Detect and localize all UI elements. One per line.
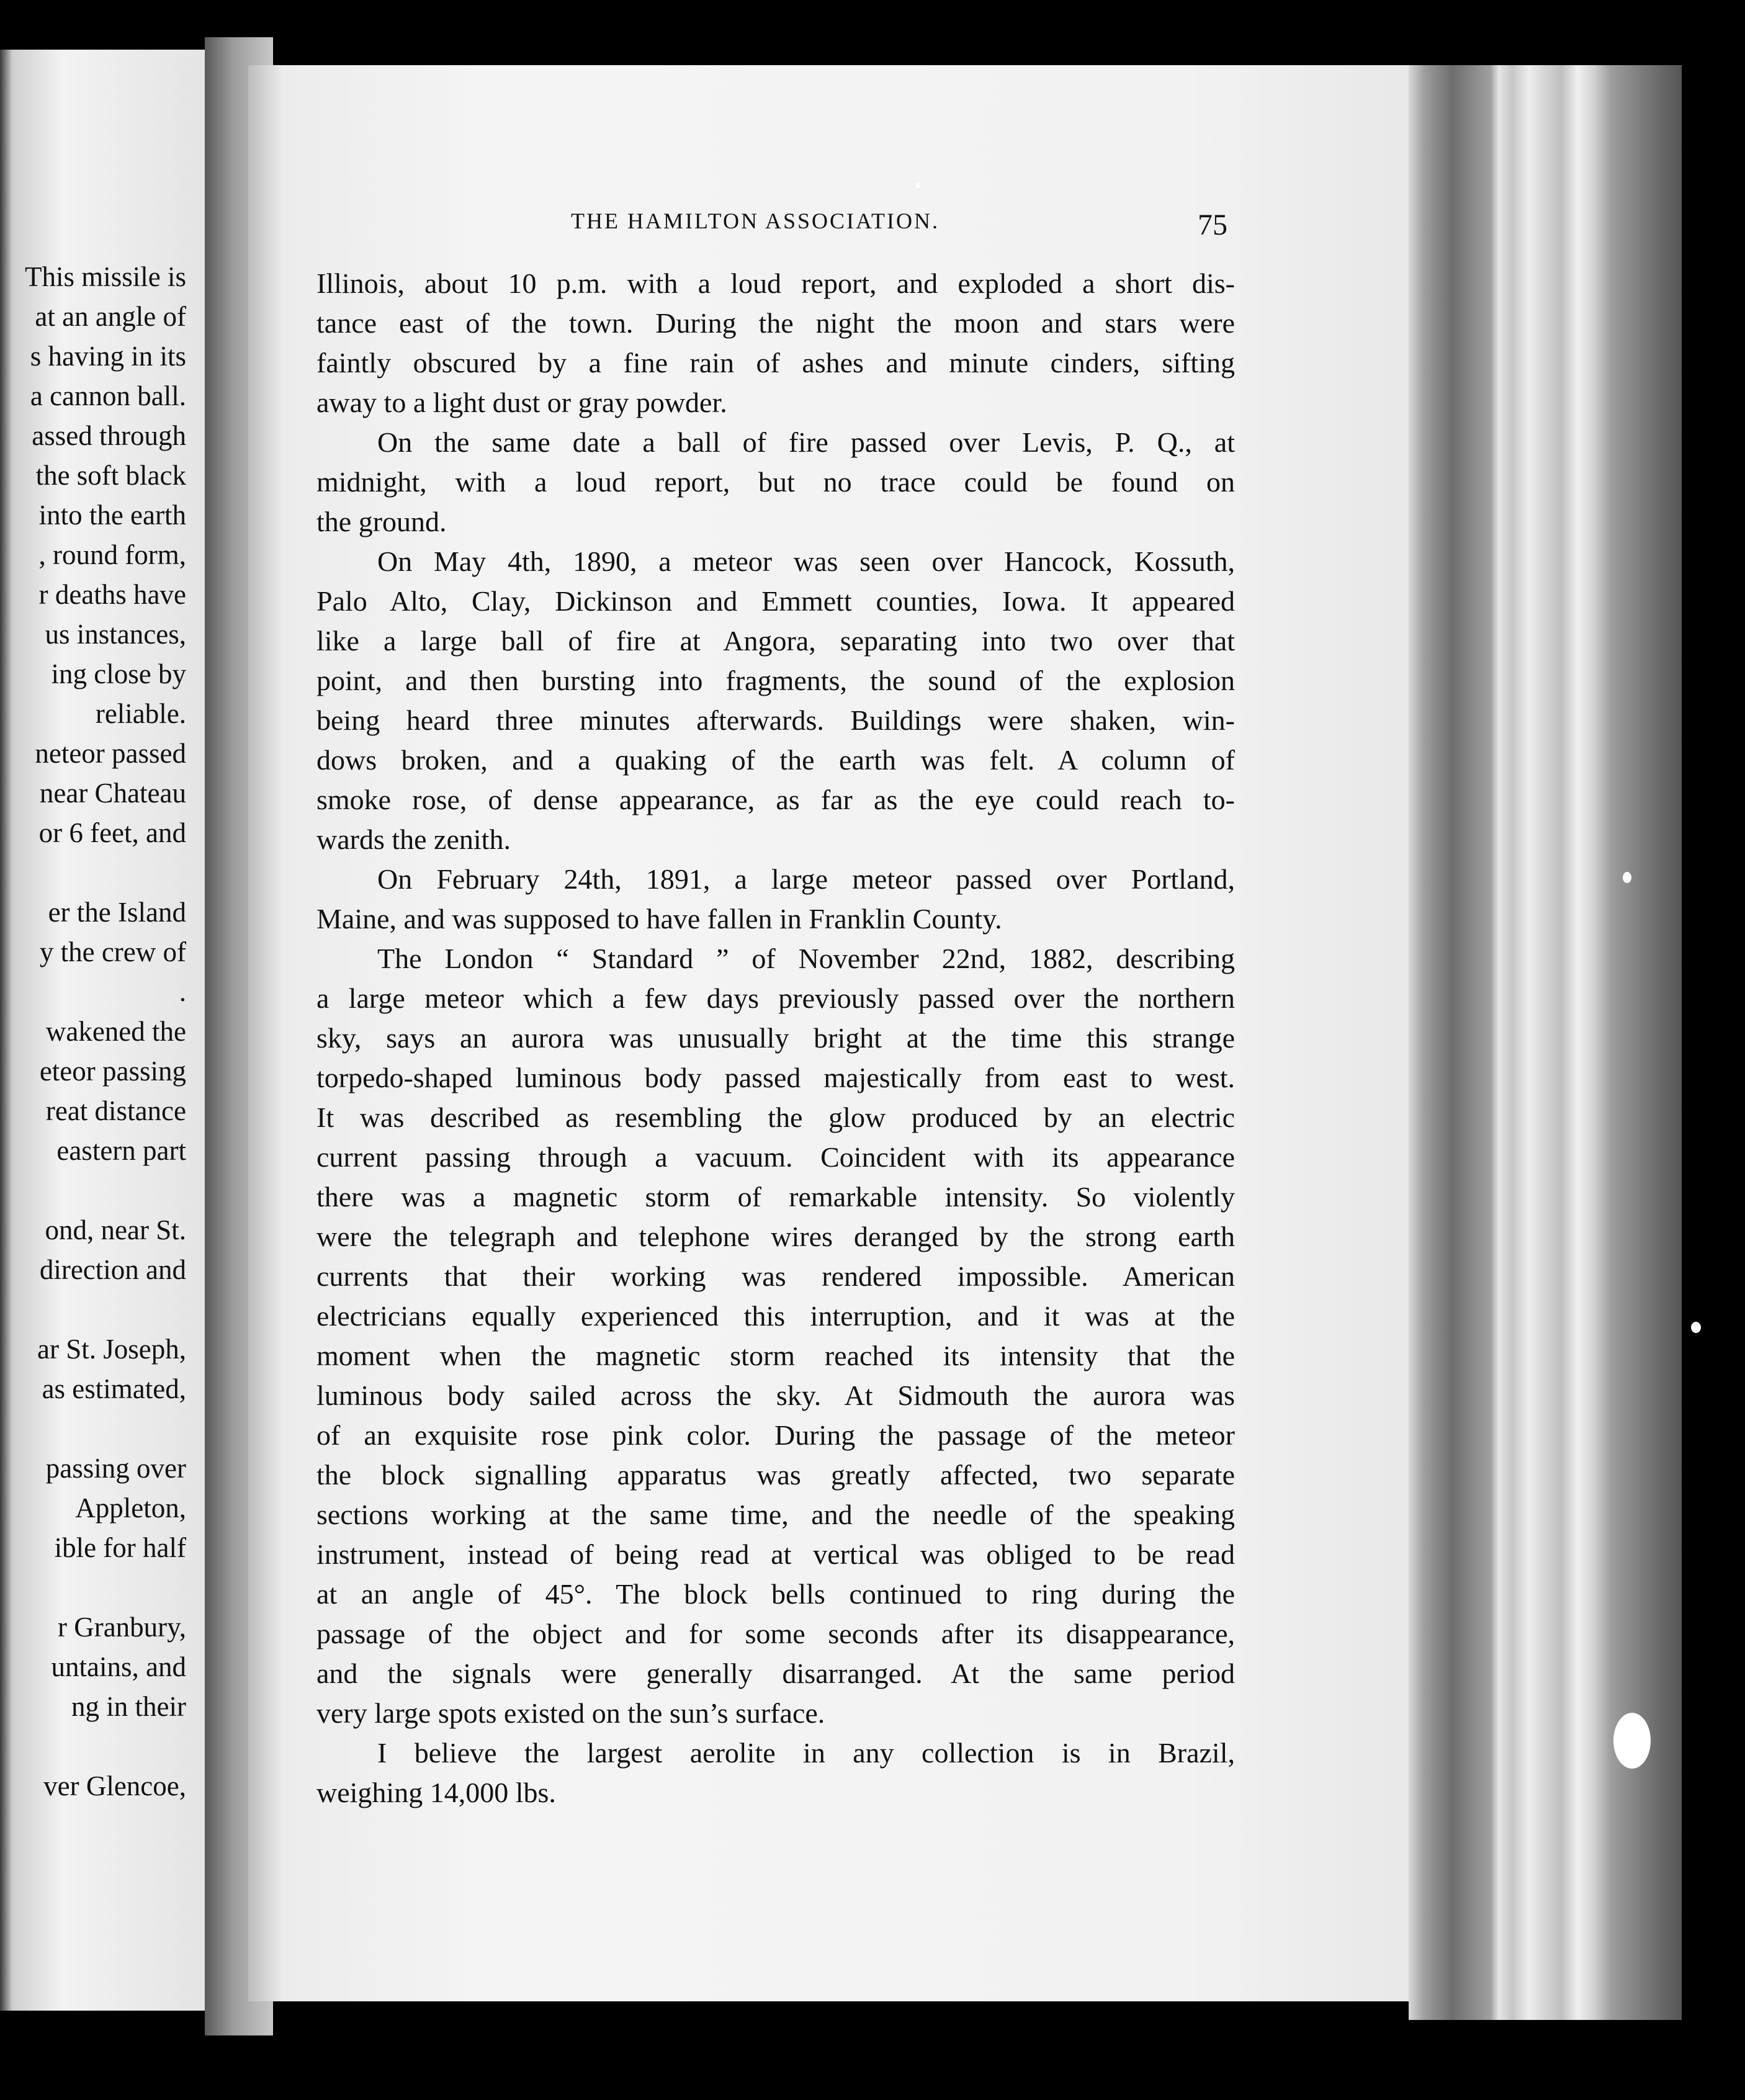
left-page-line: near Chateau: [39, 778, 186, 809]
text-line: sections working at the same time, and the needle of the speaking: [316, 1499, 1235, 1530]
left-page-line: ver Glencoe,: [43, 1770, 186, 1802]
text-line: It was described as resembling the glow produced by an electric: [316, 1102, 1235, 1133]
left-page-line: eastern part: [56, 1135, 186, 1166]
text-line: smoke rose, of dense appearance, as far as the eye could reach to-: [316, 784, 1235, 815]
left-page-line: ible for half: [54, 1532, 186, 1563]
text-line: On the same date a ball of fire passed over Levis, P. Q., at: [377, 426, 1235, 458]
left-page-line: ar St. Joseph,: [37, 1334, 186, 1365]
left-page-line: into the earth: [38, 500, 186, 531]
running-head: THE HAMILTON ASSOCIATION.: [571, 209, 940, 233]
text-line: away to a light dust or gray powder.: [316, 387, 727, 418]
text-line: current passing through a vacuum. Coincident with its appearance: [316, 1141, 1235, 1173]
speck: [1691, 1322, 1701, 1333]
left-page-line: wakened the: [45, 1016, 186, 1047]
left-page-line: s having in its: [30, 341, 186, 372]
left-page-line: .: [179, 976, 186, 1007]
text-line: torpedo-shaped luminous body passed majestically from east to west.: [316, 1062, 1235, 1093]
left-page-line: direction and: [39, 1254, 186, 1285]
text-line: tance east of the town. During the night the moon and stars were: [316, 307, 1235, 339]
left-page-line: er the Island: [48, 897, 186, 928]
text-line: luminous body sailed across the sky. At Sidmouth the aurora was: [316, 1380, 1235, 1411]
left-page-line: ond, near St.: [45, 1214, 186, 1245]
left-page-line: at an angle of: [35, 301, 186, 332]
text-line: weighing 14,000 lbs.: [316, 1777, 556, 1808]
text-line: at an angle of 45°. The block bells continued to ring during the: [316, 1578, 1235, 1610]
left-page-line: assed through: [32, 420, 186, 451]
left-page-line: r deaths have: [38, 579, 186, 610]
left-page-line: passing over: [45, 1453, 186, 1484]
text-line: like a large ball of fire at Angora, separating into two over that: [316, 625, 1235, 657]
text-line: sky, says an aurora was unusually bright at the time this strange: [316, 1022, 1235, 1054]
text-line: wards the zenith.: [316, 823, 511, 855]
text-line: moment when the magnetic storm reached its intensity that the: [316, 1340, 1235, 1371]
left-page-line: neteor passed: [35, 738, 186, 769]
text-line: were the telegraph and telephone wires deranged by the strong earth: [316, 1221, 1235, 1252]
text-line: I believe the largest aerolite in any collection is in Brazil,: [377, 1737, 1235, 1769]
text-line: electricians equally experienced this interruption, and it was at the: [316, 1300, 1235, 1332]
speck: [1613, 1713, 1651, 1769]
left-page-line: as estimated,: [42, 1373, 186, 1404]
text-line: dows broken, and a quaking of the earth was felt. A column of: [316, 744, 1235, 776]
speck: [1623, 872, 1631, 883]
left-page-line: eteor passing: [39, 1056, 186, 1087]
left-page-line: Appleton,: [75, 1492, 186, 1523]
text-line: of an exquisite rose pink color. During the passage of the meteor: [316, 1419, 1235, 1451]
text-line: On February 24th, 1891, a large meteor passed over Portland,: [377, 863, 1235, 895]
left-page-line: ng in their: [71, 1691, 186, 1722]
left-page: [0, 50, 205, 2011]
text-line: the ground.: [316, 506, 447, 537]
text-line: faintly obscured by a fine rain of ashes and minute cinders, sifting: [316, 347, 1235, 379]
left-page-line: a cannon ball.: [30, 380, 186, 411]
text-line: being heard three minutes afterwards. Buildings were shaken, win-: [316, 704, 1235, 736]
text-line: there was a magnetic storm of remarkable intensity. So violently: [316, 1181, 1235, 1213]
text-line: point, and then bursting into fragments, the sound of the explosion: [316, 665, 1235, 696]
text-line: The London “ Standard ” of November 22nd, 1882, describing: [377, 943, 1235, 974]
text-line: passage of the object and for some seconds after its disappearance,: [316, 1618, 1235, 1649]
speck: [915, 183, 920, 188]
left-page-line: or 6 feet, and: [38, 817, 186, 848]
text-line: Illinois, about 10 p.m. with a loud report, and exploded a short dis-: [316, 267, 1235, 299]
left-page-line: y the crew of: [39, 936, 186, 967]
left-page-line: r Granbury,: [57, 1612, 186, 1643]
left-page-line: untains, and: [51, 1651, 186, 1682]
text-line: the block signalling apparatus was greatly affected, two separate: [316, 1459, 1235, 1491]
text-line: On May 4th, 1890, a meteor was seen over Hancock, Kossuth,: [377, 545, 1235, 577]
text-line: a large meteor which a few days previously passed over the northern: [316, 982, 1235, 1014]
left-page-line: the soft black: [35, 460, 186, 491]
page-number: 75: [1198, 209, 1227, 241]
left-page-line: reat distance: [45, 1095, 186, 1126]
text-line: Palo Alto, Clay, Dickinson and Emmett counties, Iowa. It appeared: [316, 585, 1235, 617]
text-line: midnight, with a loud report, but no trace could be found on: [316, 466, 1235, 498]
body-text: [316, 264, 1235, 1813]
text-line: and the signals were generally disarranged. At the same period: [316, 1658, 1235, 1689]
left-page-line: This missile is: [24, 261, 186, 292]
left-page-line: ing close by: [51, 658, 186, 689]
text-line: Maine, and was supposed to have fallen in Franklin County.: [316, 903, 1002, 935]
left-page-line: us instances,: [45, 619, 186, 650]
text-line: currents that their working was rendered impossible. American: [316, 1260, 1235, 1292]
text-line: instrument, instead of being read at vertical was obliged to be read: [316, 1538, 1235, 1570]
left-page-line: , round form,: [38, 539, 186, 570]
left-page-line: reliable.: [95, 698, 186, 729]
text-line: very large spots existed on the sun’s surface.: [316, 1697, 825, 1729]
